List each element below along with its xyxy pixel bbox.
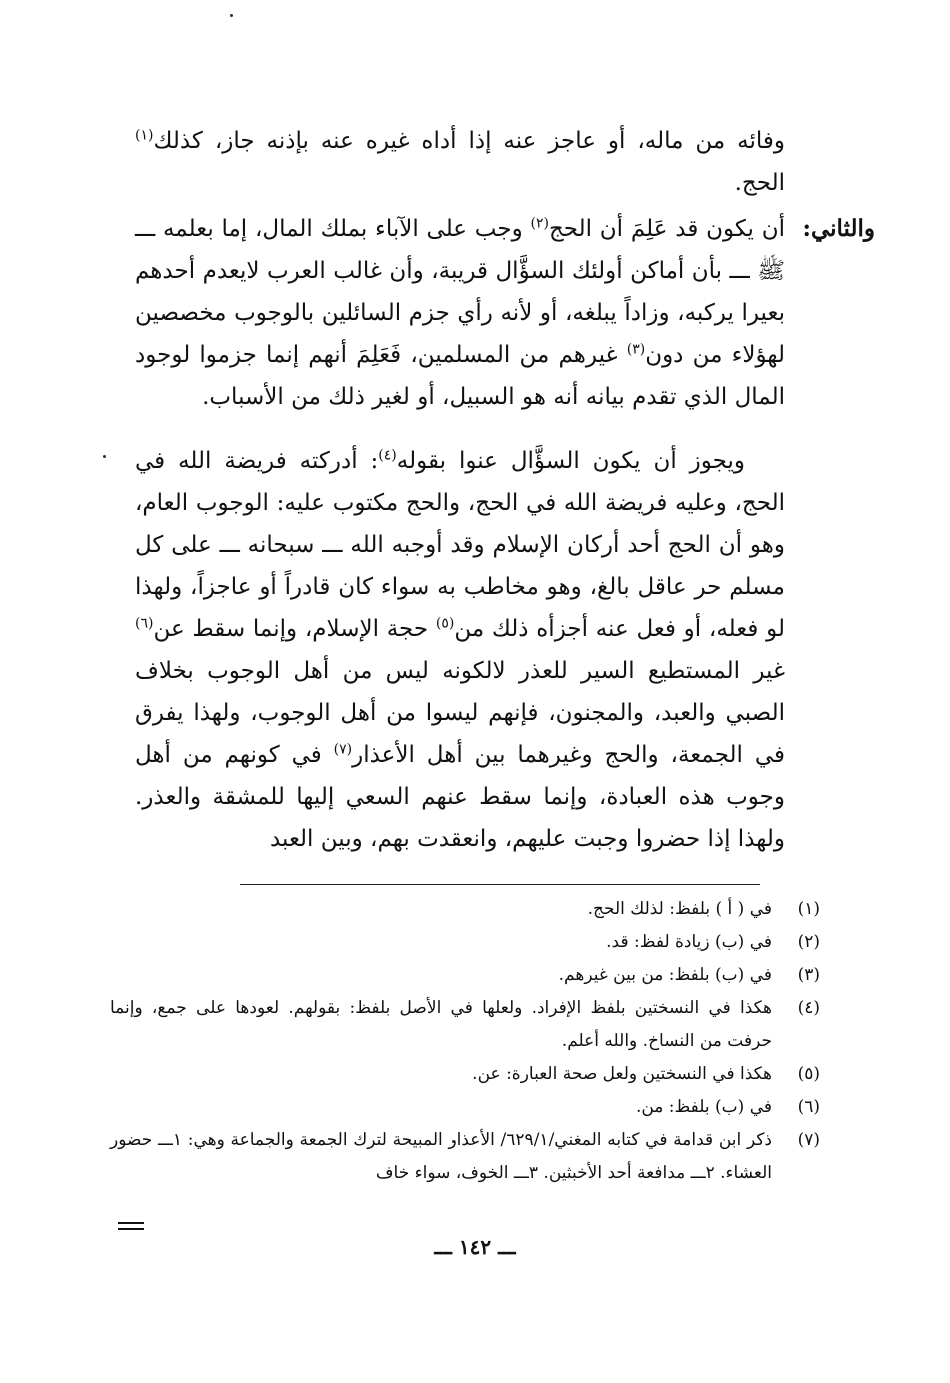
paragraph-continuation: [135, 120, 785, 204]
footnote-text: في (ب) زيادة لفظ: قد.: [606, 932, 772, 952]
paragraph-text: في كونهم من أهل وجوب هذه العبادة، وإنما سقط عنهم السعي إليها للمشقة والعذر. ولهذا إذا حضروا وجبت عليهم، وانعقدت بهم، وبين العبد: [135, 742, 785, 852]
paragraph-text: ويجوز أن يكون السؤَّال عنوا بقوله: [396, 448, 745, 474]
paragraph-text: غير المستطيع السير للعذر لالكونه ليس من أهل الوجوب بخلاف الصبي والعبد، والمجنون، فإنهم ليسوا من أهل الوجوب، ولهذا يفرق في الجمعة، والحج وغيرهما بين أهل الأعذار: [135, 658, 785, 768]
paragraph-text: وجب على الآباء بملك المال، إما بعلمه ـــ ﷺ ـــ بأن أماكن أولئك السؤَّال قريبة، وأن غالب العرب لايعدم أحدهم بعيرا يركبه، وزاداً يبلغه، أو لأنه رأي جزم السائلين بالوجوب مخصصين لهؤلاء من دون: [135, 216, 785, 368]
footnote-ref: (٢): [530, 215, 549, 232]
paragraph-second: [135, 208, 785, 418]
paragraph-third: [135, 440, 785, 860]
footnote-item: [110, 1058, 820, 1091]
paragraph-text: غيرهم من المسلمين، فَعَلِمَ أنهم إنما جزموا لوجود المال الذي تقدم بيانه أنه هو السبيل، أو لغير ذلك من الأسباب.: [135, 342, 785, 410]
footnote-number: (٤): [797, 998, 820, 1018]
continuation-mark: [118, 1222, 144, 1230]
footnote-divider: [240, 884, 760, 885]
footnote-text: ذكر ابن قدامة في كتابه المغني/٦٢٩/١/ الأعذار المبيحة لترك الجمعة والجماعة وهي: ١ـــ حضور العشاء. ٢ـــ مدافعة أحد الأخبثين. ٣ـــ الخوف، سواء خاف: [110, 1130, 772, 1183]
footnote-item: [110, 1091, 820, 1124]
footnote-number: (٥): [797, 1064, 820, 1084]
footnote-item: [110, 926, 820, 959]
footnote-text: في (ب) بلفظ: من.: [635, 1097, 772, 1117]
footnote-ref: (٧): [333, 741, 353, 758]
footnote-number: (٧): [797, 1130, 820, 1150]
speck-mark: [230, 14, 233, 17]
footnote-number: (٣): [797, 965, 820, 985]
footnote-ref: (٤): [378, 447, 397, 464]
paragraph-text: أن يكون قد عَلِمَ أن الحج: [548, 216, 785, 242]
footnote-item: [110, 893, 820, 926]
paragraph-text: : أدركته فريضة الله في الحج، وعليه فريضة الله في الحج، والحج مكتوب عليه: الوجوب العام، وهو أن الحج أحد أركان الإسلام وقد أوجبه الله ـــ سبحانه ـــ على كل مسلم حر عاقل بالغ، وهو مخاطب به سواء كان قادراً أو عاجزاً، ولهذا لو فعله، أو فعل عنه أجزأه ذلك من: [135, 448, 785, 642]
paragraph-text: وفائه من ماله، أو عاجز عنه إذا أداه غيره عنه بإذنه جاز، كذلك: [153, 128, 785, 154]
section-label: والثاني:: [802, 215, 875, 242]
footnote-text: في ( أ ) بلفظ: لذلك الحج.: [587, 899, 772, 919]
footnote-number: (٢): [797, 932, 820, 952]
footnote-item: [110, 1124, 820, 1190]
footnote-ref: (١): [135, 127, 154, 144]
footnote-number: (٦): [797, 1097, 820, 1117]
footnote-ref: (٥): [435, 615, 455, 632]
footnote-text: في (ب) بلفظ: من بين غيرهم.: [558, 965, 772, 985]
footnote-text: هكذا في النسختين بلفظ الإفراد. ولعلها في الأصل بلفظ: بقولهم. لعودها على جمع، وإنما حرفت من النساخ. والله أعلم.: [110, 998, 772, 1051]
footnote-number: (١): [797, 899, 820, 919]
paragraph-text: حجة الإسلام، وإنما سقط عن: [153, 616, 436, 642]
footnote-ref: (٣): [626, 341, 646, 358]
paragraph-text: الحج.: [734, 170, 785, 196]
second-reason-block: [135, 208, 875, 418]
footnote-item: [110, 959, 820, 992]
footnotes: [110, 893, 820, 1190]
page-number: ـــ ١٤٢ ـــ: [434, 1235, 516, 1259]
footnote-text: هكذا في النسختين ولعل صحة العبارة: عن.: [472, 1064, 772, 1084]
main-text: [135, 120, 875, 860]
footnote-ref: (٦): [135, 615, 154, 632]
footnote-item: [110, 992, 820, 1058]
speck-mark: [103, 455, 106, 458]
